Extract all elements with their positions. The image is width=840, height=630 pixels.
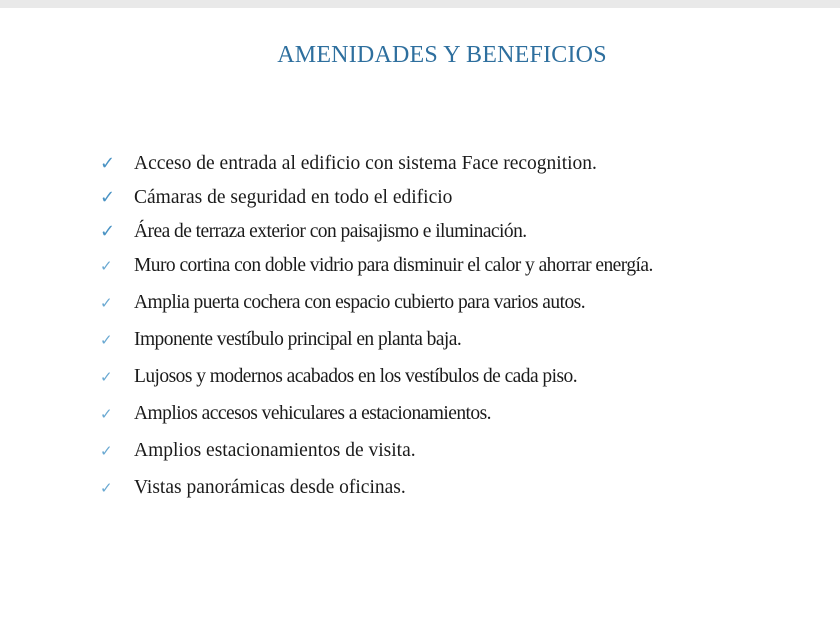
list-item xyxy=(100,186,830,210)
list-item-text: Acceso de entrada al edificio con sistema Face recognition. xyxy=(134,153,597,174)
check-mark-icon: ✓ xyxy=(100,187,116,208)
list-item-text: Amplios estacionamientos de visita. xyxy=(134,440,416,461)
check-mark-icon: ✓ xyxy=(100,405,113,423)
list-item xyxy=(100,328,830,352)
list-item xyxy=(100,291,830,315)
list-item-text: Muro cortina con doble vidrio para disminuir el calor y ahorrar energía. xyxy=(134,255,653,276)
check-mark-icon: ✓ xyxy=(100,442,113,460)
check-mark-icon: ✓ xyxy=(100,221,116,242)
list-item xyxy=(100,439,830,463)
list-item-text: Amplios accesos vehiculares a estacionamientos. xyxy=(134,403,491,424)
check-mark-icon: ✓ xyxy=(100,331,113,349)
page-title: AMENIDADES Y BENEFICIOS xyxy=(277,42,607,68)
list-item xyxy=(100,365,830,389)
list-item xyxy=(100,402,830,426)
check-mark-icon: ✓ xyxy=(100,479,113,497)
top-band xyxy=(0,0,840,8)
check-mark-icon: ✓ xyxy=(100,153,116,174)
list-item-text: Cámaras de seguridad en todo el edificio xyxy=(134,187,453,208)
list-item xyxy=(100,220,830,244)
check-mark-icon: ✓ xyxy=(100,294,113,312)
list-item-text: Lujosos y modernos acabados en los vestíbulos de cada piso. xyxy=(134,366,578,387)
check-mark-icon: ✓ xyxy=(100,368,113,386)
list-item xyxy=(100,476,830,500)
list-item-text: Vistas panorámicas desde oficinas. xyxy=(134,477,406,498)
list-item xyxy=(100,152,830,176)
list-item-text: Área de terraza exterior con paisajismo e iluminación. xyxy=(134,221,527,242)
check-mark-icon: ✓ xyxy=(100,257,113,275)
list-item-text: Amplia puerta cochera con espacio cubierto para varios autos. xyxy=(134,292,586,313)
list-item-text: Imponente vestíbulo principal en planta baja. xyxy=(134,329,462,350)
amenities-list xyxy=(100,152,830,513)
list-item xyxy=(100,254,830,278)
